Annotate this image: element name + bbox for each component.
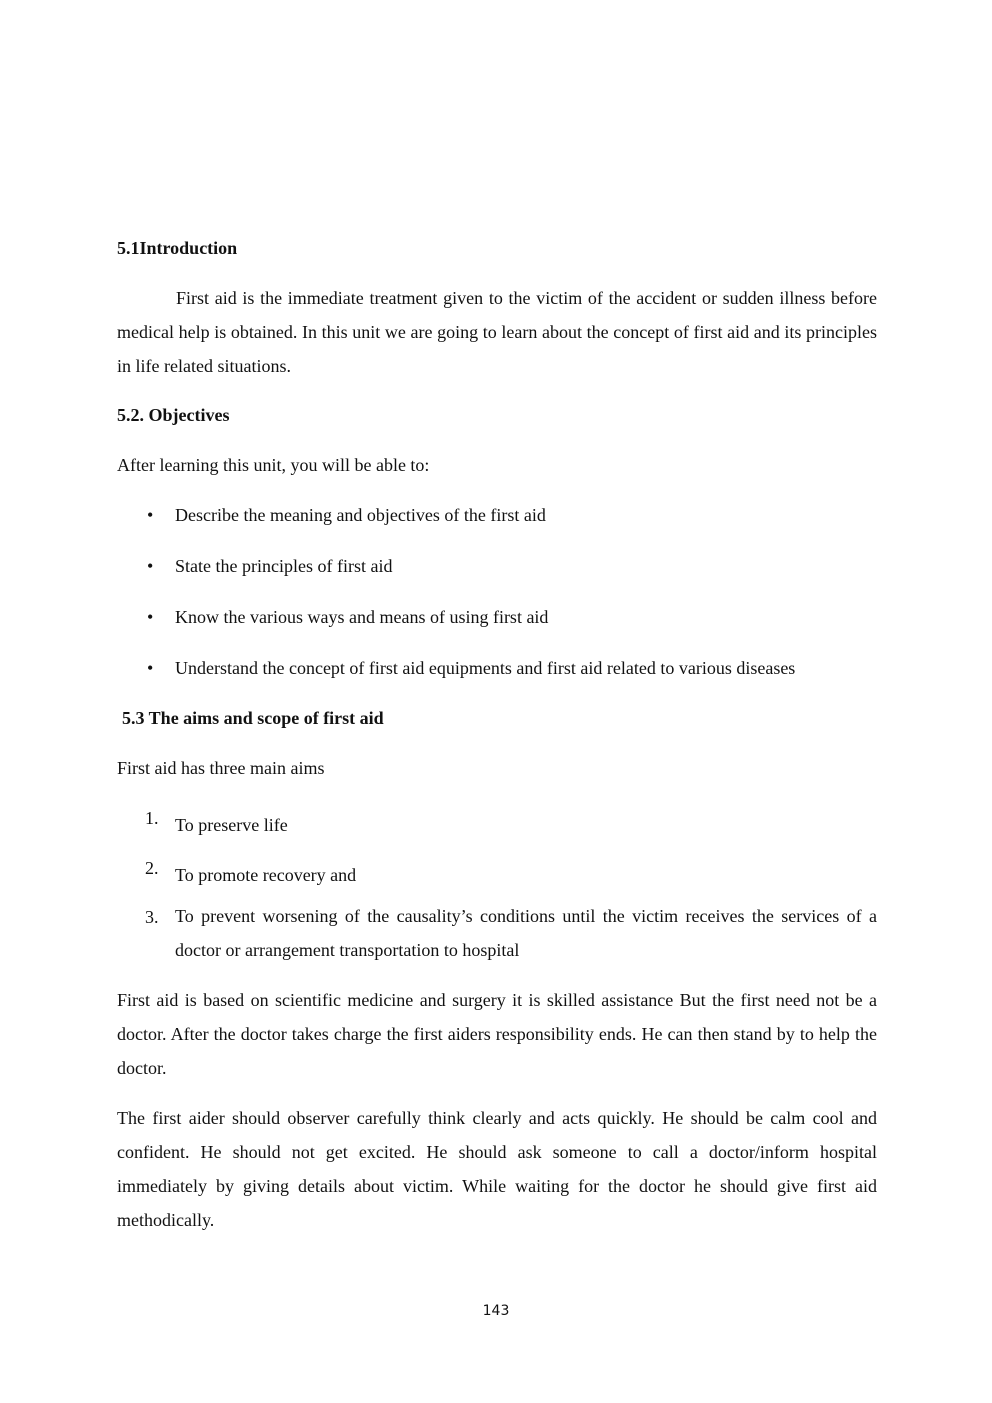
- bullet-icon: •: [147, 505, 154, 525]
- heading-introduction: 5.1Introduction: [117, 238, 238, 258]
- aims-lead: First aid has three main aims: [117, 758, 325, 778]
- bullet-icon: •: [147, 607, 154, 627]
- heading-aims: 5.3 The aims and scope of first aid: [122, 708, 384, 728]
- heading-objectives: 5.2. Objectives: [117, 405, 230, 425]
- aims-paragraph-1: First aid is based on scientific medicine and surgery it is skilled assistance But the first need not be a doctor. After the doctor takes charge the first aiders responsibility ends. He can then stand by to help the doctor.: [117, 990, 877, 1078]
- objectives-lead: After learning this unit, you will be able to:: [117, 455, 430, 475]
- intro-paragraph: First aid is the immediate treatment given to the victim of the accident or sudden illness before medical help is obtained. In this unit we are going to learn about the concept of first aid and its principles in life related situations.: [117, 288, 877, 376]
- bullet-icon: •: [147, 658, 154, 678]
- page-number: 143: [482, 1303, 510, 1319]
- bullet-icon: •: [147, 556, 154, 576]
- aims-paragraph-2: The first aider should observer carefully think clearly and acts quickly. He should be calm cool and confident. He should not get excited. He should ask someone to call a doctor/inform hospital immediately by giving details about victim. While waiting for the doctor he should give first aid methodically.: [117, 1108, 877, 1230]
